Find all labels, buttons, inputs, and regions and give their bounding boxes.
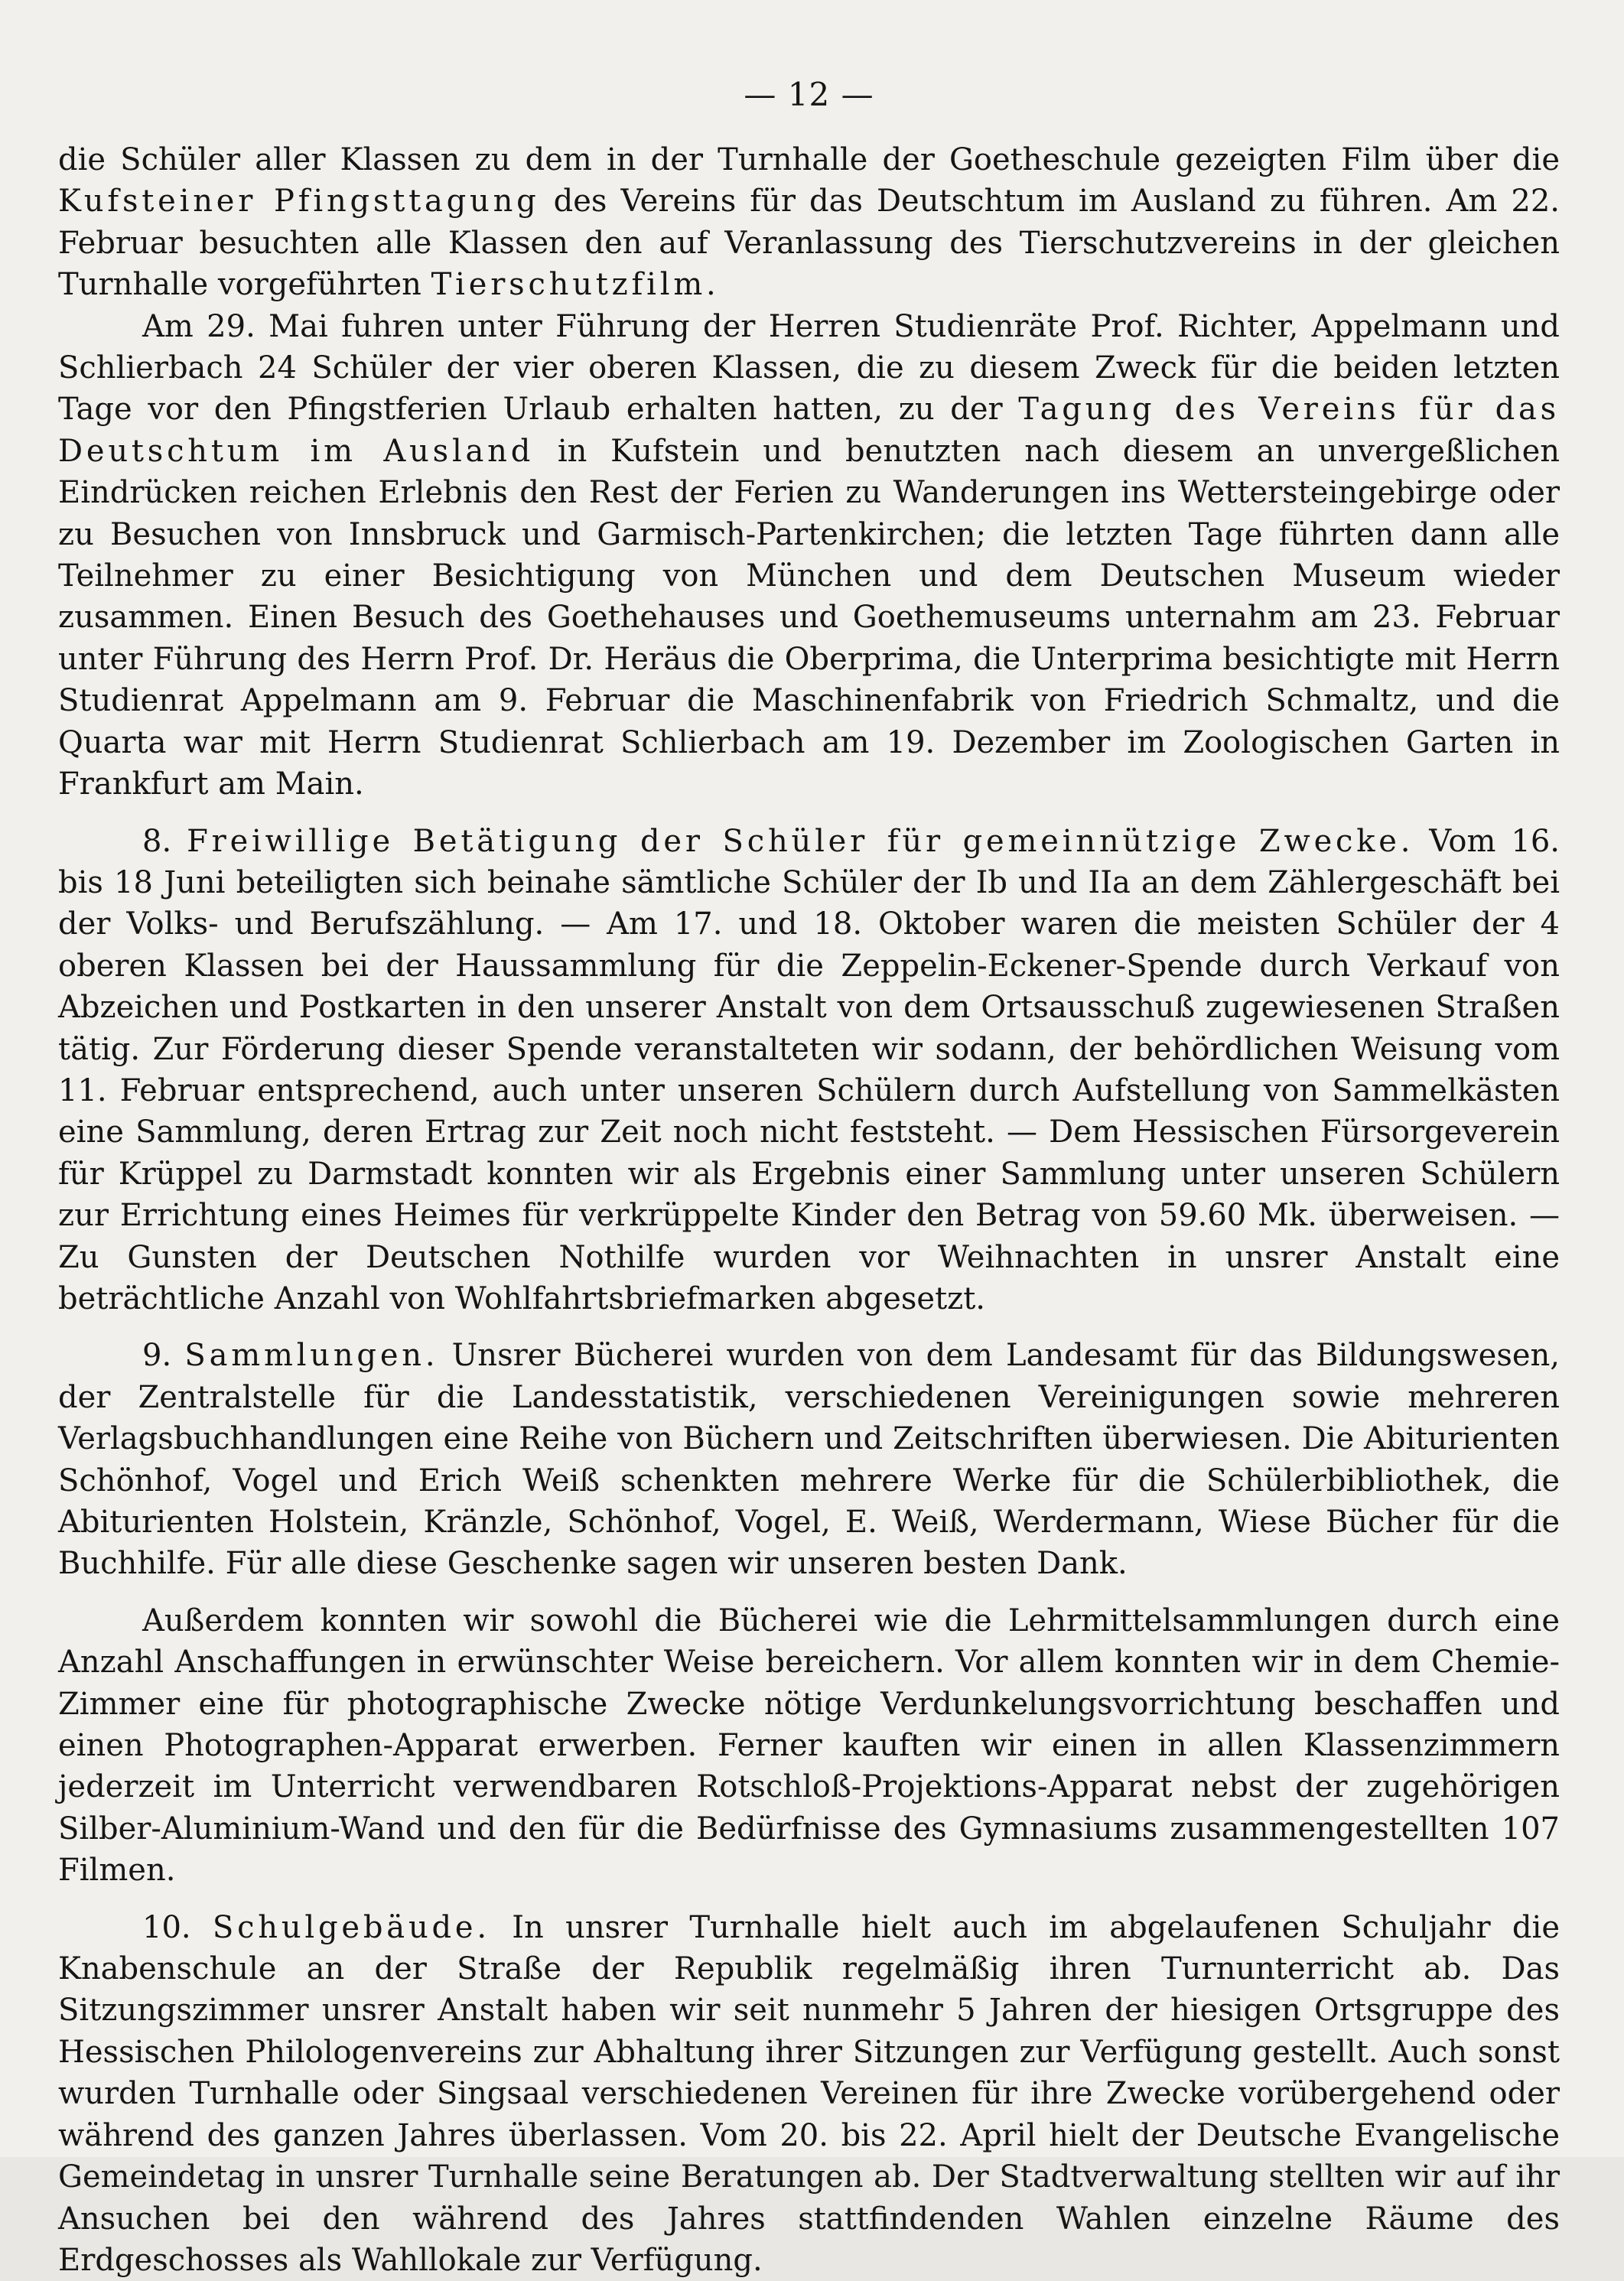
section-8-voluntary-activity: 8. Freiwillige Betätigung der Schüler für gemeinnützige Zwecke. Vom 16. bis 18 Juni beteiligten sich beinahe sämtliche Schüler der Ib und IIa an dem Zählergeschäft bei der Volks- und Berufszählung. — Am 17. und 18. Oktober waren die meisten Schüler der 4 oberen Klassen bei der Haussammlung für die Zeppelin-Eckener-Spende durch Verkauf von Abzeichen und Postkarten in den unserer Anstalt von dem Ortsausschuß zugewiesenen Straßen tätig. Zur Förderung dieser Spende veranstalteten wir sodann, der behördlichen Weisung vom 11. Februar entsprechend, auch unter unseren Schülern durch Aufstellung von Sammelkästen eine Sammlung, deren Ertrag zur Zeit noch nicht feststeht. — Dem Hessischen Fürsorgeverein für Krüppel zu Darmstadt konnten wir als Ergebnis einer Sammlung unter unseren Schülern zur Errichtung eines Heimes für verkrüppelte Kinder den Betrag von 59.60 Mk. überweisen. — Zu Gunsten der Deutschen Nothilfe wurden vor Weihnachten in unsrer Anstalt eine beträchtliche Anzahl von Wohlfahrtsbriefmarken abgesetzt. (58, 823, 1560, 1316)
page-number: — 12 — (744, 76, 874, 113)
section-9-collections: 9. Sammlungen. Unsrer Bücherei wurden von dem Landesamt für das Bildungswesen, der Zentralstelle für die Landesstatistik, verschiedenen Vereinigungen sowie mehreren Verlagsbuchhandlungen eine Reihe von Büchern und Zeitschriften überwiesen. Die Abiturienten Schönhof, Vogel und Erich Weiß schenkten mehrere Werke für die Schülerbibliothek, die Abiturienten Holstein, Kränzle, Schönhof, Vogel, E. Weiß, Werdermann, Wiese Bücher für die Buchhilfe. Für alle diese Geschenke sagen wir unseren besten Dank. (58, 1338, 1560, 1582)
paragraph-excursions: Am 29. Mai fuhren unter Führung der Herren Studienräte Prof. Richter, Appelmann und Schlierbach 24 Schüler der vier oberen Klassen, die zu diesem Zweck für die beiden letzten Tage vor den Pfingstferien Urlaub erhalten hatten, zu der Tagung des Vereins für das Deutschtum im Ausland in Kufstein und benutzten nach diesem an unvergeßlichen Eindrücken reichen Erlebnis den Rest der Ferien zu Wanderungen ins Wettersteingebirge oder zu Besuchen von Innsbruck und Garmisch-Partenkirchen; die letzten Tage führten dann alle Teilnehmer zu einer Besichtigung von München und dem Deutschen Museum wieder zusammen. Einen Besuch des Goethehauses und Goethemuseums unternahm am 23. Februar unter Führung des Herrn Prof. Dr. Heräus die Oberprima, die Unterprima besichtigte mit Herrn Studienrat Appelmann am 9. Februar die Maschinenfabrik von Friedrich Schmaltz, und die Quarta war mit Herrn Studienrat Schlierbach am 19. Dezember im Zoologischen Garten in Frankfurt am Main. (58, 308, 1561, 802)
section-10-school-building: 10. Schulgebäude. In unsrer Turnhalle hielt auch im abgelaufenen Schuljahr die Knabenschule an der Straße der Republik regelmäßig ihren Turnunterricht ab. Das Sitzungszimmer unsrer Anstalt haben wir seit nunmehr 5 Jahren der hiesigen Ortsgruppe des Hessischen Philologenvereins zur Abhaltung ihrer Sitzungen zur Verfügung gestellt. Auch sonst wurden Turnhalle oder Singsaal verschiedenen Vereinen für ihre Zwecke vorübergehend oder während des ganzen Jahres überlassen. Vom 20. bis 22. April hielt der Deutsche Evangelische Gemeindetag in unsrer Turnhalle seine Beratungen ab. Der Stadtverwaltung stellten wir auf ihr Ansuchen bei den während des Jahres stattfindenden Wahlen einzelne Räume des Erdgeschosses als Wahllokale zur Verfügung. (58, 1909, 1560, 2278)
paragraph-film-outings: die Schüler aller Klassen zu dem in der Turnhalle der Goetheschule gezeigten Film über die Kufsteiner Pfingsttagung des Vereins für das Deutschtum im Ausland zu führen. Am 22. Februar besuchten alle Klassen den auf Veranlassung des Tierschutzvereins in der gleichen Turnhalle vorgeführten Tierschutzfilm. (58, 142, 1561, 303)
paragraph-acquisitions: Außerdem konnten wir sowohl die Bücherei wie die Lehrmittelsammlungen durch eine Anzahl Anschaffungen in erwünschter Weise bereichern. Vor allem konnten wir in dem Chemie-Zimmer eine für photographische Zwecke nötige Verdunkelungsvorrichtung beschaffen und einen Photographen-Apparat erwerben. Ferner kauften wir einen in allen Klassenzimmern jederzeit im Unterricht verwendbaren Rotschloß-Projektions-Apparat nebst der zugehörigen Silber-Aluminium-Wand und den für die Bedürfnisse des Gymnasiums zusammengestellten 107 Filmen. (58, 1603, 1560, 1889)
